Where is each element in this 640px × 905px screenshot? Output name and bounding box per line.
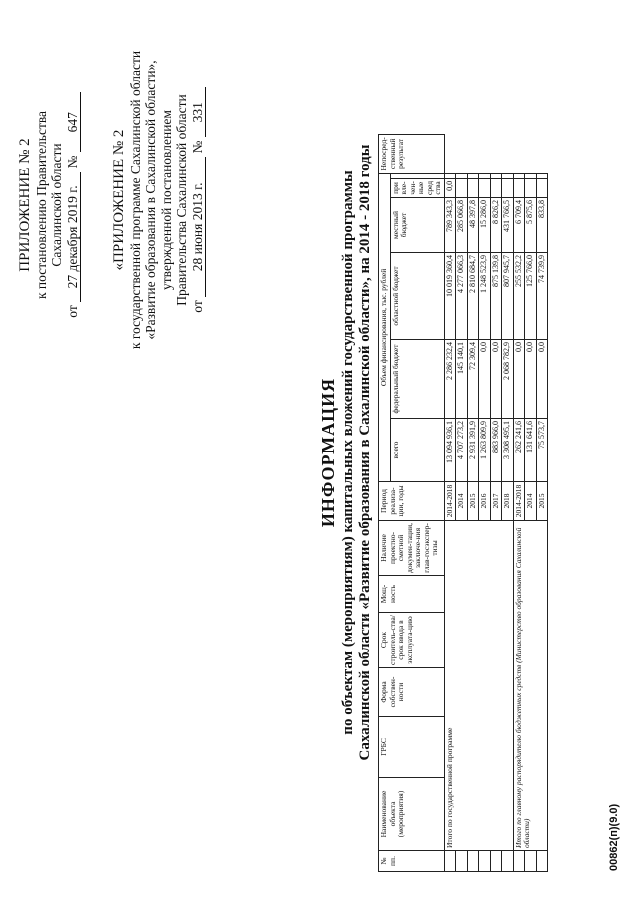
appendix-2-line4: Правительства Сахалинской области	[174, 94, 189, 306]
appendix-2-line3: утвержденной постановлением	[158, 110, 174, 290]
appendix-1-line2: Сахалинской области	[49, 143, 64, 267]
col-other: при вле-чен-ные сред ства	[390, 178, 444, 197]
table-row: 2017 883 966,0 0,0 875 139,8 8 826,2	[490, 134, 502, 871]
table-row: 2015 2 931 391,9 72 309,4 2 810 684,7 48 397,8	[467, 134, 479, 871]
section-1-label: Итого по государственной программе	[444, 521, 513, 851]
appendix-2-date-line: от 28 июня 2013 г. № 331	[190, 15, 207, 385]
appendix-1-line1: к постановлению Правительства	[33, 110, 49, 300]
appendix-2-number: 331	[190, 87, 207, 137]
col-num: № пп.	[379, 851, 445, 872]
table-header-row	[379, 134, 391, 871]
table-row: 2018 3 308 495,1 2 068 782,9 807 945,7 431 766,5	[502, 134, 514, 871]
appendix-1-date: 27 декабря 2019 г.	[65, 172, 82, 302]
appendix-2-title: «ПРИЛОЖЕНИЕ № 2	[111, 129, 127, 271]
col-form: Форма собствен-ности	[379, 668, 445, 717]
document-code: 00862(п)(9.0)	[608, 803, 620, 871]
col-federal: федеральный бюджет	[390, 340, 444, 419]
col-result: Непосред-ственный результат	[379, 134, 445, 173]
document-subtitle-1: по объектам (мероприятиям) капитальных вложений государственной программы	[340, 170, 356, 735]
col-docs: Наличие проектно-сметной докумен-тации, заключе-ния глав-госэкспер-тизы	[379, 521, 445, 576]
appendix-2-block	[112, 15, 206, 385]
col-term: Срок строитель-ства/срок ввода в эксплуата-цию	[379, 613, 445, 668]
appendix-2-date: 28 июня 2013 г.	[190, 157, 207, 297]
appendix-1-date-line: от 27 декабря 2019 г. № 647	[65, 25, 82, 385]
table-row: Итого по главному распорядителю бюджетных средств (Министерство образования Сахалинской области) 2014-2018 262 241,6 0,0 255 532,2 6 709,4	[513, 134, 525, 871]
table-row: 2016 1 263 809,9 0,0 1 248 523,9 15 286,0	[479, 134, 491, 871]
appendix-2-line2: «Развитие образования в Сахалинской области»,	[143, 60, 158, 340]
col-local: местный бюджет	[390, 198, 444, 253]
appendix-1-title: ПРИЛОЖЕНИЕ № 2	[17, 138, 33, 272]
table-row: Итого по государственной программе 2014-2018 13 094 936,1 2 286 232,4 10 019 360,4 789 343,3 0,0	[444, 134, 456, 871]
col-period: Период реализа-ции, годы	[379, 482, 445, 521]
col-grbs: ГРБС	[379, 717, 445, 778]
table-row: 2014 4 707 273,2 145 140,1 4 277 066,3 285 066,8	[456, 134, 468, 871]
col-total: всего	[390, 419, 444, 482]
col-regional: областной бюджет	[390, 253, 444, 340]
col-name: Наименование объекта (мероприятия)	[379, 778, 445, 851]
appendix-1-number: 647	[65, 92, 82, 152]
col-capacity: Мощ-ность	[379, 576, 445, 613]
appendix-1-block	[18, 25, 81, 385]
table-row: 2015 75 573,7 0,0 74 739,9 833,8	[536, 134, 548, 871]
table-row: 2014 131 641,6 0,0 125 766,0 5 875,6	[525, 134, 537, 871]
appendix-2-line1: к государственной программе Сахалинской области	[127, 50, 143, 350]
document-subtitle-2: Сахалинской области «Развитие образования в Сахалинской области», на 2014 - 2018 годы	[357, 144, 373, 761]
section-2-label: Итого по главному распорядителю бюджетных средств (Министерство образования Сахалинской области)	[513, 521, 548, 851]
funding-table	[378, 134, 548, 872]
col-funding-group: Объем финансирования, тыс. рублей	[379, 173, 391, 481]
document-title: ИНФОРМАЦИЯ	[318, 377, 338, 528]
